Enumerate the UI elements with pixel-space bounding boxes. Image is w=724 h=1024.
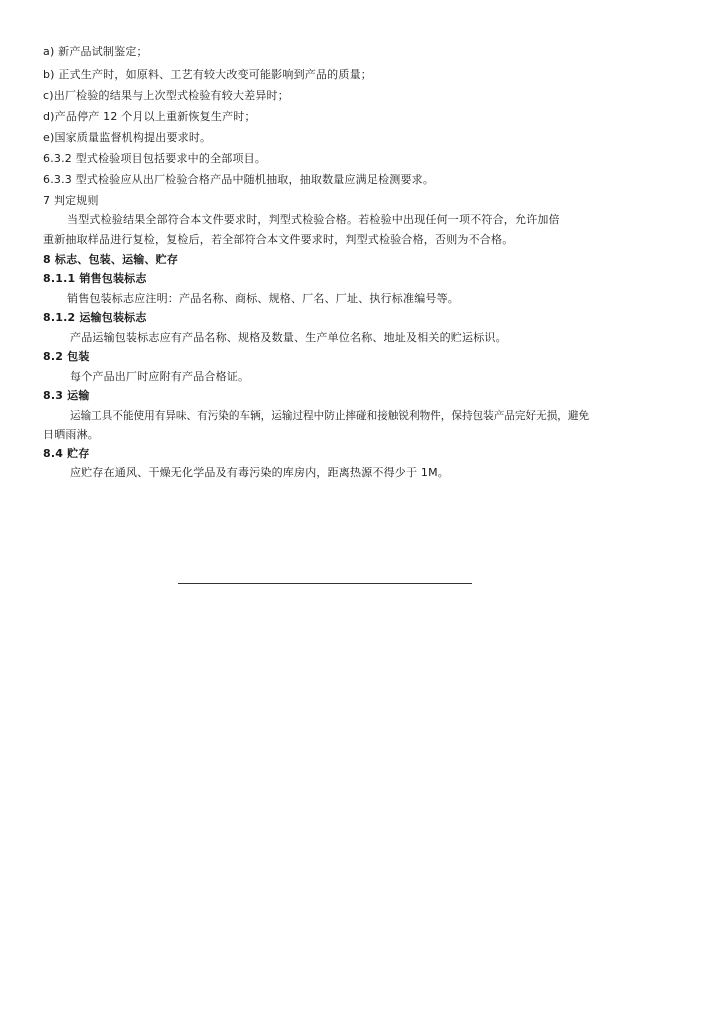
clause-8-1-1-heading: 8.1.1 销售包装标志 [43,272,147,285]
section-7-heading: 7 判定规则 [43,194,99,207]
clause-8-4-heading: 8.4 贮存 [43,447,90,460]
clause-6-3-3: 6.3.3 型式检验应从出厂检验合格产品中随机抽取，抽取数量应满足检测要求。 [43,173,435,186]
list-item-d: d)产品停产 12 个月以上重新恢复生产时； [43,110,256,123]
clause-8-1-1-paragraph: 销售包装标志应注明：产品名称、商标、规格、厂名、厂址、执行标准编号等。 [67,292,459,305]
clause-8-3-paragraph-line-1: 运输工具不能使用有异味、有污染的车辆，运输过程中防止摔碰和接触锐利物件，保持包装产品完好无损，避免 [70,410,590,422]
clause-8-1-2-paragraph: 产品运输包装标志应有产品名称、规格及数量、生产单位名称、地址及相关的贮运标识。 [70,331,507,344]
list-item-c: c)出厂检验的结果与上次型式检验有较大差异时； [43,89,289,102]
clause-8-3-paragraph-line-2: 日晒雨淋。 [43,428,99,441]
clause-8-3-heading: 8.3 运输 [43,389,90,402]
section-8-heading: 8 标志、包装、运输、贮存 [43,253,179,266]
clause-8-4-paragraph: 应贮存在通风、干燥无化学品及有毒污染的库房内，距离热源不得少于 1M。 [70,466,449,479]
end-divider [178,583,472,584]
clause-8-2-heading: 8.2 包装 [43,350,90,363]
clause-6-3-2: 6.3.2 型式检验项目包括要求中的全部项目。 [43,152,267,165]
section-7-paragraph-line-2: 重新抽取样品进行复检，复检后，若全部符合本文件要求时，判型式检验合格，否则为不合格。 [43,233,514,246]
clause-8-2-paragraph: 每个产品出厂时应附有产品合格证。 [70,370,250,383]
list-item-b: b) 正式生产时，如原料、工艺有较大改变可能影响到产品的质量； [43,68,372,81]
list-item-e: e)国家质量监督机构提出要求时。 [43,131,212,144]
list-item-a: a) 新产品试制鉴定； [43,45,148,58]
clause-8-1-2-heading: 8.1.2 运输包装标志 [43,311,147,324]
section-7-paragraph-line-1: 当型式检验结果全部符合本文件要求时，判型式检验合格。若检验中出现任何一项不符合，允许加倍 [67,213,560,226]
